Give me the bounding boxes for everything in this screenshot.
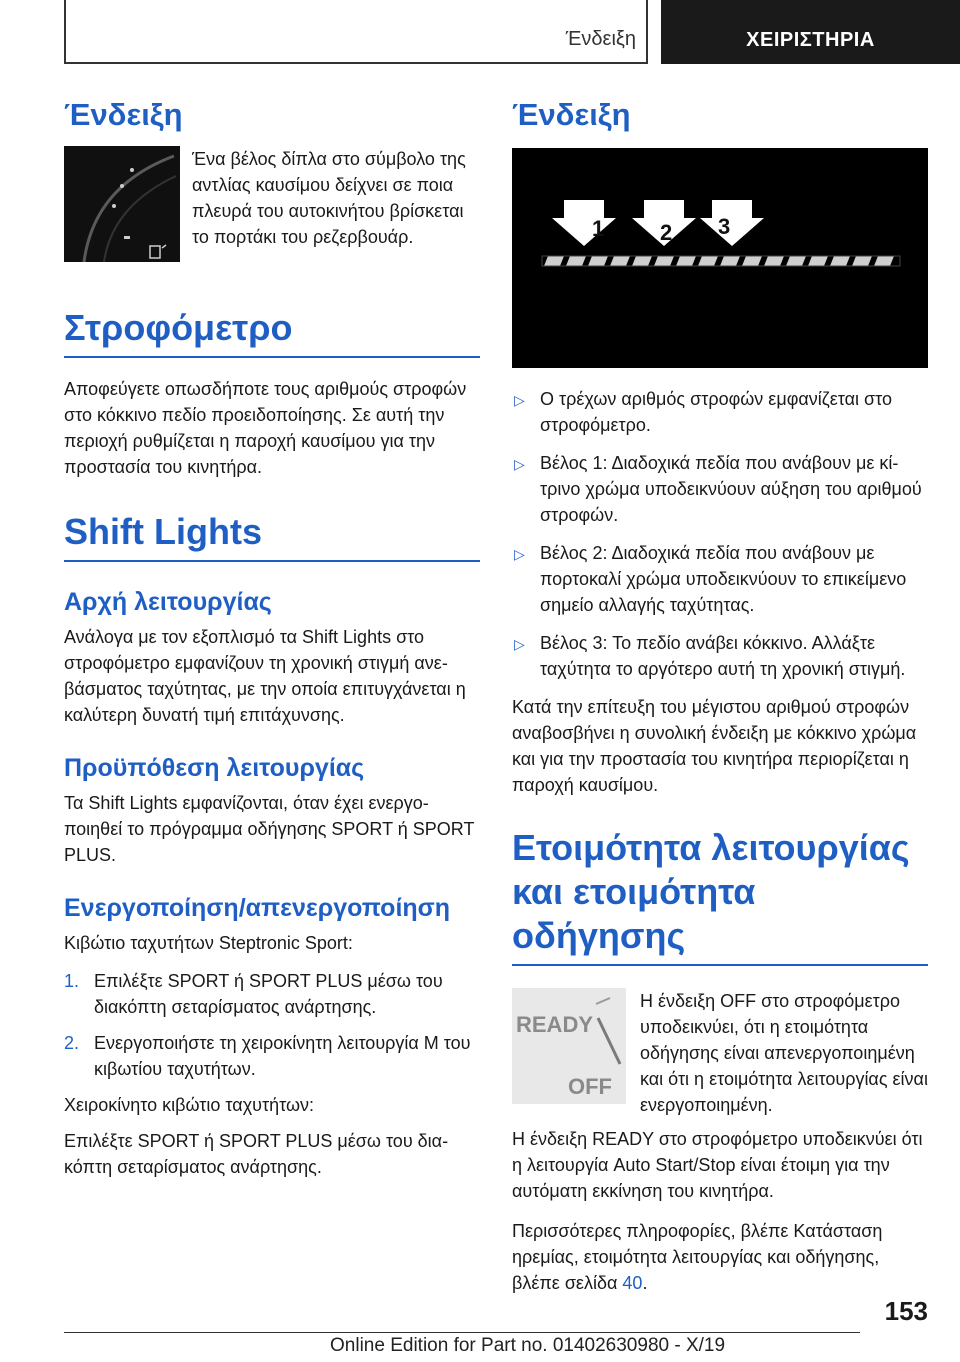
arrow-3-label: 3 [718, 214, 731, 239]
principle-title: Αρχή λειτουργίας [64, 588, 272, 616]
page-link[interactable]: 40 [622, 1273, 643, 1293]
ready-section [512, 826, 928, 1296]
principle-section [64, 586, 480, 728]
arrow-1-label: 1 [592, 216, 605, 241]
footer-edition: Online Edition for Part no. 01402630980 - X/19 [330, 1335, 726, 1356]
shift-section [64, 510, 480, 562]
triangle-bullet-icon: ▷ [514, 636, 525, 652]
list-item [64, 1030, 480, 1082]
indicator-text: Ένα βέλος δίπλα στο σύμβολο της αντλίας καυσίμου δείχνει σε ποια πλευρά του αυτοκινήτου βρίσκεται το πορτάκι του ρεζερβουάρ. [192, 149, 466, 247]
step-number: 1. [64, 971, 80, 991]
shift-lights-image [512, 148, 928, 368]
bullet-text: Βέλος 1: Διαδοχικά πεδία που ανάβουν με κίτρινο χρώμα υποδεικνύουν αύξηση του αριθμού στροφών. [540, 453, 922, 525]
step-number: 2. [64, 1033, 80, 1053]
ready-title-line1: Ετοιμότητα λειτουργίας [512, 827, 910, 868]
step-text: Ενεργοποιήστε τη χειροκίνητη λειτουργία M του κιβωτίου ταχυτήτων. [94, 1033, 471, 1079]
fuel-gauge-icon [64, 146, 180, 262]
prereq-title: Προϋπόθεση λειτουργίας [64, 754, 365, 782]
list-item [512, 630, 928, 682]
tach-text: Αποφεύγετε οπωσδήποτε τους αριθμούς στροφών στο κόκκινο πεδίο προειδοποίησης. Σε αυτή την περιοχή ρυθμίζεται η παροχή καυσίμου για την προστασία του κινητήρα. [64, 379, 467, 477]
triangle-bullet-icon: ▷ [514, 546, 525, 562]
ready-label: READY [516, 1012, 594, 1037]
ready-title-line2: και ετοιμότητα οδήγησης [512, 871, 756, 956]
list-item [64, 968, 480, 1020]
steps-list [64, 968, 480, 1082]
shift-rule [64, 560, 480, 562]
manual-label: Χειροκίνητο κιβώτιο ταχυτήτων: [64, 1095, 315, 1115]
more-info-text [512, 1218, 928, 1296]
list-item [512, 386, 928, 438]
footer-rule [64, 1332, 860, 1333]
arrow-2-label: 2 [660, 220, 673, 245]
list-item [512, 540, 928, 618]
prereq-section [64, 752, 480, 868]
principle-text: Ανάλογα με τον εξοπλισμό τα Shift Lights στο στροφόμετρο εμφανίζουν τη χρονική στιγμή ανεβάσματος ταχύτητας, με την οποία επιτυγχάνεται η καλύτερη δυνατή τιμή επιτάχυνσης. [64, 627, 466, 725]
tach-section [64, 306, 480, 480]
bullet-text: Βέλος 3: Το πεδίο ανάβει κόκκινο. Αλλάξτε ταχύτητα το αργότερο αυτή τη χρονική στιγμή. [540, 633, 906, 679]
header-box [64, 0, 648, 64]
right-column [512, 96, 928, 1296]
shift-indicator-title: Ένδειξη [512, 97, 631, 132]
ready-off-gauge-icon [512, 988, 626, 1104]
steptronic-label: Κιβώτιο ταχυτήτων Steptronic Sport: [64, 933, 353, 953]
list-item [512, 450, 928, 528]
left-column [64, 96, 480, 1180]
more-info-body: Περισσότερες πληροφορίες, βλέπε Κατάσταση ηρεμίας, ετοιμότητα λειτουργίας και οδήγησης, βλέπε σελίδα [512, 1221, 883, 1293]
off-text: Η ένδειξη OFF στο στροφόμετρο υποδεικνύει, ότι η ετοιμότητα οδήγησης είναι απενεργοποιημένη και ότι η ετοιμότητα λειτουργίας είναι ενεργοποιημένη. [640, 991, 928, 1115]
header-underline [64, 62, 648, 64]
ready-block [512, 988, 928, 1118]
max-rpm-text: Κατά την επίτευξη του μέγιστου αριθμού στροφών αναβοσβήνει η συνολική ένδειξη με κόκκινο χρώμα και για την προστασία του κινητήρα περιορίζεται η παροχή καυσίμου. [512, 697, 917, 795]
bullet-list [512, 386, 928, 682]
shift-title: Shift Lights [64, 511, 262, 552]
header-chapter-tab: ΧΕΙΡΙΣΤΗΡΙΑ [661, 0, 960, 64]
shift-lights-diagram [512, 148, 928, 368]
ready-rule [512, 964, 928, 966]
off-label: OFF [568, 1074, 612, 1099]
header-left-edge [64, 0, 66, 64]
triangle-bullet-icon: ▷ [514, 392, 525, 408]
more-info-period: . [642, 1273, 648, 1293]
prereq-text: Τα Shift Lights εμφανίζονται, όταν έχει ενεργοποιηθεί το πρόγραμμα οδήγησης SPORT ή SPORT PLUS. [64, 793, 475, 865]
indicator-block [64, 146, 480, 262]
activate-section [64, 892, 480, 1180]
bullet-text: Ο τρέχων αριθμός στροφών εμφανίζεται στο στροφόμετρο. [540, 389, 892, 435]
triangle-bullet-icon: ▷ [514, 456, 525, 472]
indicator-title: Ένδειξη [64, 97, 183, 132]
tach-rule [64, 356, 480, 358]
ready-text: Η ένδειξη READY στο στροφόμετρο υποδεικνύει ότι η λειτουργία Auto Start/Stop είναι έτοιμη για την αυτόματη εκκίνηση του κινητήρα. [512, 1129, 923, 1201]
step-text: Επιλέξτε SPORT ή SPORT PLUS μέσω του διακόπτη σεταρίσματος ανάρτησης. [94, 971, 443, 1017]
ready-off-image [512, 988, 626, 1104]
header-section-title: Ένδειξη [565, 28, 636, 50]
manual-text: Επιλέξτε SPORT ή SPORT PLUS μέσω του διακόπτη σεταρίσματος ανάρτησης. [64, 1131, 449, 1177]
tach-title: Στροφόμετρο [64, 307, 293, 348]
activate-title: Ενεργοποίηση/απενεργοποίηση [64, 894, 451, 922]
fuel-gauge-image [64, 146, 180, 262]
bullet-text: Βέλος 2: Διαδοχικά πεδία που ανάβουν με πορτοκαλί χρώμα υποδεικνύουν το επικείμενο σημείο αλλαγής ταχύτητας. [540, 543, 907, 615]
page-number: 153 [884, 1296, 928, 1326]
